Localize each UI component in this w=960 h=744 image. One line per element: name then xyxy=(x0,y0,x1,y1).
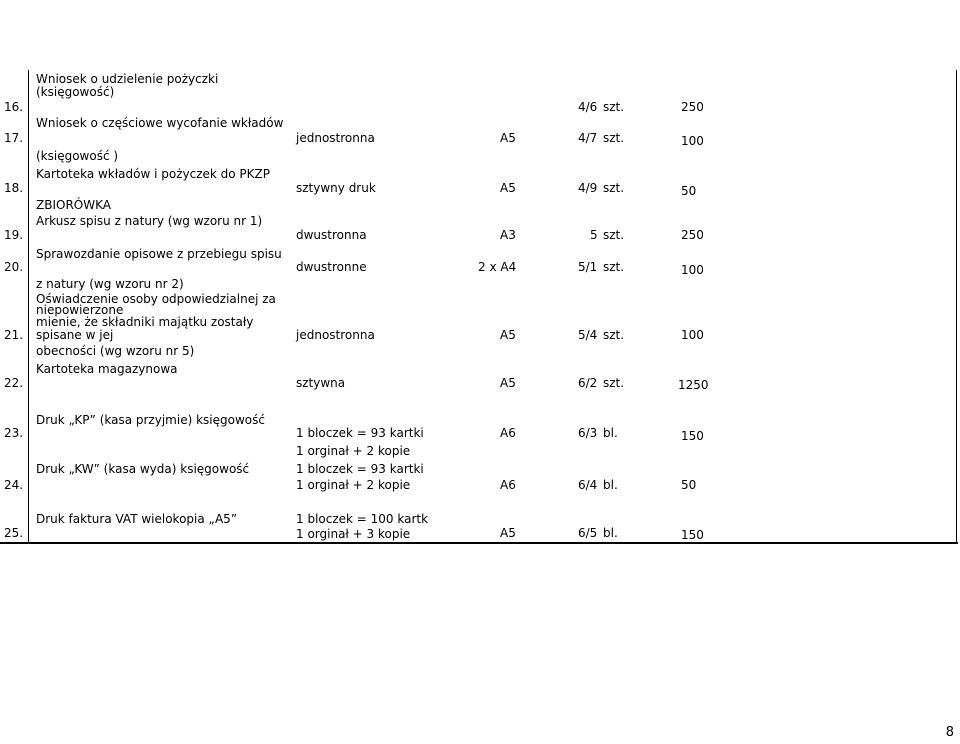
row-number: 23. xyxy=(4,426,24,440)
row-type: sztywny druk xyxy=(296,181,376,195)
row-unit: szt. xyxy=(603,181,625,195)
table-row xyxy=(0,70,960,114)
row-number: 17. xyxy=(4,131,24,145)
row-code: 5/4 xyxy=(578,328,598,342)
table-row xyxy=(0,292,960,360)
row-type: sztywna xyxy=(296,376,346,390)
row-format: A5 xyxy=(500,181,516,195)
row-unit: szt. xyxy=(603,376,625,390)
row-desc-line: ZBIORÓWKA xyxy=(36,198,111,212)
row-qty: 150 xyxy=(681,528,704,542)
row-type-line: 1 bloczek = 93 kartki xyxy=(296,462,424,476)
row-format: A5 xyxy=(500,376,516,390)
row-qty: 250 xyxy=(681,100,704,114)
row-unit: szt. xyxy=(603,100,625,114)
row-desc-line: Druk „KP” (kasa przyjmie) księgowość xyxy=(36,413,265,427)
row-type-line: 1 orginał + 3 kopie xyxy=(296,527,411,541)
row-unit: bl. xyxy=(603,426,618,440)
row-number: 22. xyxy=(4,376,24,390)
row-qty: 50 xyxy=(681,478,697,492)
table-row xyxy=(0,458,960,508)
row-format: A5 xyxy=(500,526,516,540)
page-number: 8 xyxy=(945,725,954,740)
row-type-line: 1 bloczek = 100 kartk xyxy=(296,512,429,526)
row-format: A6 xyxy=(500,478,516,492)
row-number: 25. xyxy=(4,526,24,540)
row-desc-line: Kartoteka magazynowa xyxy=(36,362,178,376)
row-desc-line: Druk „KW” (kasa wyda) księgowość xyxy=(36,462,250,476)
row-code: 4/9 xyxy=(578,181,598,195)
row-desc-line: Kartoteka wkładów i pożyczek do PKZP xyxy=(36,167,270,181)
row-qty: 100 xyxy=(681,328,704,342)
row-code: 6/2 xyxy=(578,376,598,390)
table-row xyxy=(0,508,960,542)
row-unit: bl. xyxy=(603,478,618,492)
row-code: 6/5 xyxy=(578,526,598,540)
row-type: jednostronna xyxy=(296,328,375,342)
table-row xyxy=(0,114,960,166)
row-format: A5 xyxy=(500,328,516,342)
row-desc-line: (księgowość) xyxy=(36,85,115,99)
row-type: dwustronne xyxy=(296,260,367,274)
row-code: 6/3 xyxy=(578,426,598,440)
row-type: dwustronna xyxy=(296,228,367,242)
table-row xyxy=(0,166,960,212)
row-unit: szt. xyxy=(603,328,625,342)
row-code: 4/6 xyxy=(578,100,598,114)
row-format: A6 xyxy=(500,426,516,440)
row-desc-line: Oświadczenie osoby odpowiedzialnej za xyxy=(36,292,276,306)
row-desc-line: Druk faktura VAT wielokopia „A5” xyxy=(36,512,238,526)
row-desc-line: obecności (wg wzoru nr 5) xyxy=(36,344,195,358)
row-unit: bl. xyxy=(603,526,618,540)
row-desc-line: (księgowość ) xyxy=(36,149,119,163)
row-format: A3 xyxy=(500,228,516,242)
row-code: 5 xyxy=(590,228,598,242)
table-row xyxy=(0,410,960,458)
row-format: 2 x A4 xyxy=(478,260,517,274)
row-number: 24. xyxy=(4,478,24,492)
row-type-line: 1 orginał + 2 kopie xyxy=(296,444,411,458)
row-format: A5 xyxy=(500,131,516,145)
row-qty: 50 xyxy=(681,184,697,198)
table-row xyxy=(0,360,960,410)
table-row xyxy=(0,244,960,292)
row-number: 20. xyxy=(4,260,24,274)
row-unit: szt. xyxy=(603,228,625,242)
row-code: 6/4 xyxy=(578,478,598,492)
row-qty: 100 xyxy=(681,134,704,148)
row-type: jednostronna xyxy=(296,131,375,145)
row-qty: 100 xyxy=(681,263,704,277)
row-type-line: 1 bloczek = 93 kartki xyxy=(296,426,424,440)
row-desc-line: Sprawozdanie opisowe z przebiegu spisu xyxy=(36,247,282,261)
row-qty: 250 xyxy=(681,228,704,242)
table-row xyxy=(0,212,960,244)
row-qty: 150 xyxy=(681,429,704,443)
row-number: 19. xyxy=(4,228,24,242)
row-desc-line: Wniosek o częściowe wycofanie wkładów xyxy=(36,116,284,130)
row-code: 4/7 xyxy=(578,131,598,145)
row-desc-line: z natury (wg wzoru nr 2) xyxy=(36,277,184,291)
row-unit: szt. xyxy=(603,131,625,145)
row-type-line: 1 orginał + 2 kopie xyxy=(296,478,411,492)
row-desc-line: spisane w jej xyxy=(36,328,114,342)
row-desc-line: mienie, że składniki majątku zostały xyxy=(36,315,254,329)
table-bottom-border xyxy=(0,542,958,544)
row-number: 21. xyxy=(4,328,24,342)
row-unit: szt. xyxy=(603,260,625,274)
row-desc-line: Arkusz spisu z natury (wg wzoru nr 1) xyxy=(36,214,263,228)
row-number: 16. xyxy=(4,100,24,114)
row-code: 5/1 xyxy=(578,260,598,274)
row-qty: 1250 xyxy=(678,378,709,392)
row-number: 18. xyxy=(4,181,24,195)
row-desc-line: Wniosek o udzielenie pożyczki xyxy=(36,72,219,86)
row-desc-line: niepowierzone xyxy=(36,303,124,317)
